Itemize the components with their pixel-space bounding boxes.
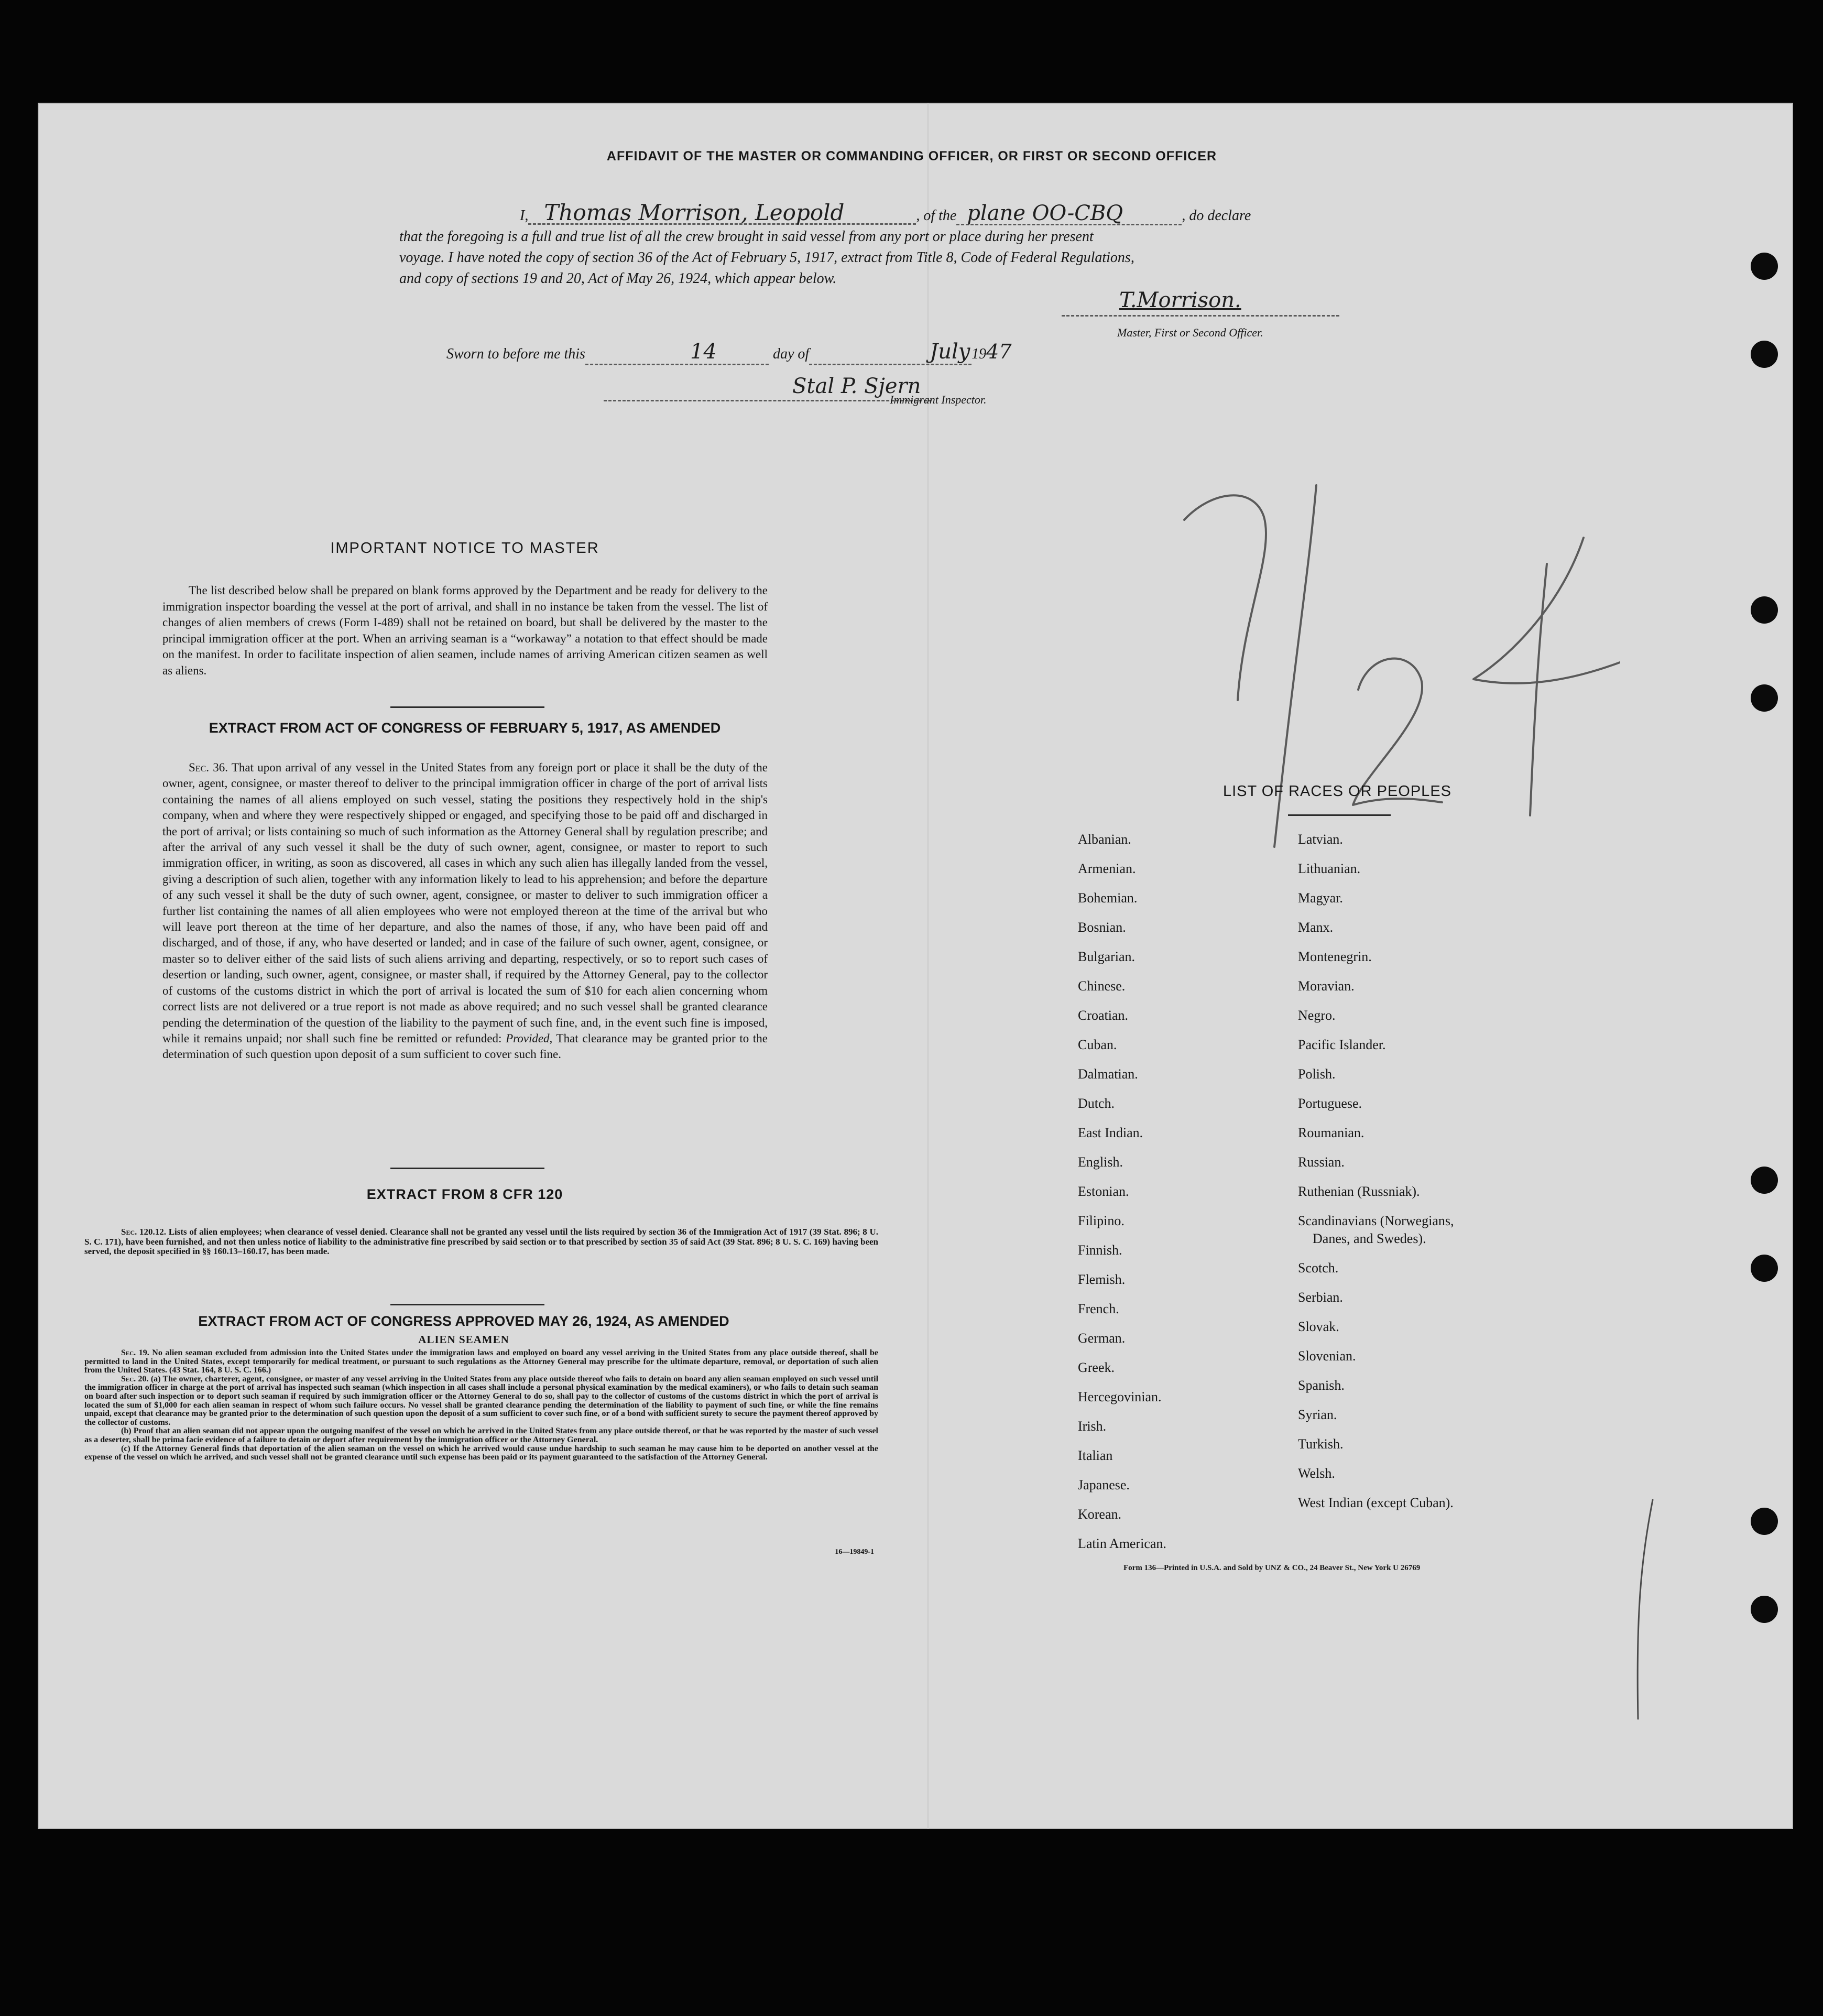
extract-1917-body bbox=[162, 760, 768, 1063]
race-item: Estonian. bbox=[1078, 1184, 1129, 1199]
sec-20a-text: (a) The owner, charterer, agent, consignee, or master of any vessel arriving in the United States from any place outside thereof who fails to detain on board any alien seaman employed on such vessel until the immigration officer in charge at the port of arrival has inspected such seaman (which inspection in all cases shall include a personal physical examination by the medical examiners), or who fails to detain such seaman on board after such inspection or to deport such seaman if required by such immigration officer or the Attorney General to do so, shall pay to the collector of customs of the customs district in which the port of arrival is located the sum of $1,000 for each alien seaman in respect of whom such failure occurs. No vessel shall be granted clearance pending the determination of the liability to payment of such fine, or while the fine remains unpaid, except that clearance may be granted prior to the determination of such question upon the deposit of a sum sufficient to cover such fine, or of a bond with sufficient surety to secure the payment thereof approved by the collector of customs. bbox=[84, 1374, 879, 1427]
races-heading: LIST OF RACES OR PEOPLES bbox=[1222, 783, 1452, 800]
race-item: Dutch. bbox=[1078, 1096, 1115, 1111]
race-item: Bohemian. bbox=[1078, 890, 1138, 906]
sec-20b-paragraph: (b) Proof that an alien seaman did not appear upon the outgoing manifest of the vessel on which he arrived in the United States from any place outside thereof, or that he was reported by the master of such vessel as a deserter, shall be prima facie evidence of a failure to detain or deport after requirement by the immigration officer or the Attorney General. bbox=[84, 1426, 878, 1444]
race-item: Latvian. bbox=[1298, 832, 1343, 847]
race-item: Portuguese. bbox=[1298, 1096, 1362, 1111]
alien-seamen-subheading: ALIEN SEAMEN bbox=[418, 1333, 509, 1346]
divider bbox=[390, 1168, 544, 1169]
sec-19-text: No alien seaman excluded from admission into the United States under the immigration laws and employed on board any vessel arriving in the United States from any place outside thereof, shall be permitted to land in the United States, except temporarily for medical treatment, or pursuant to such regulations as the Attorney General may prescribe for the ultimate departure, removal, or deportation of such alien from the United States. (43 Stat. 164, 8 U. S. C. 166.) bbox=[84, 1348, 879, 1375]
cfr-sec-label: Sec. 120.12. bbox=[121, 1227, 167, 1237]
cfr-heading: EXTRACT FROM 8 CFR 120 bbox=[366, 1186, 563, 1202]
race-item: Armenian. bbox=[1078, 861, 1136, 876]
race-item: West Indian (except Cuban). bbox=[1298, 1495, 1454, 1510]
pencil-mark-stroke bbox=[1625, 1497, 1657, 1722]
form-number: 16—19849-1 bbox=[835, 1548, 874, 1556]
race-item: French. bbox=[1078, 1301, 1119, 1316]
punch-hole bbox=[1751, 1508, 1778, 1535]
race-item: Turkish. bbox=[1298, 1436, 1344, 1452]
race-item: Slovak. bbox=[1298, 1319, 1339, 1334]
race-item: Serbian. bbox=[1298, 1290, 1343, 1305]
punch-hole bbox=[1751, 596, 1778, 624]
race-item: Lithuanian. bbox=[1298, 861, 1361, 876]
punch-hole bbox=[1751, 341, 1778, 368]
sec-19-label: Sec. 19. bbox=[121, 1348, 149, 1357]
races-left-column bbox=[1078, 825, 1166, 1559]
inspector-signature: Stal P. Sjern bbox=[604, 374, 932, 401]
punch-hole bbox=[1751, 1255, 1778, 1282]
race-item: Pacific Islander. bbox=[1298, 1037, 1386, 1052]
extract-1924-heading: EXTRACT FROM ACT OF CONGRESS APPROVED MAY 26, 1924, AS AMENDED bbox=[198, 1313, 729, 1329]
race-item: English. bbox=[1078, 1154, 1123, 1170]
cfr-text: Lists of alien employees; when clearance of vessel denied. Clearance shall not be granted any vessel until the lists required by section 36 of the Immigration Act of 1917 (39 Stat. 896; 8 U. S. C. 171), have been furnished, and not then unless notice of liability to the administrative fine prescribed by said section or to that prescribed by section 35 of said Act (39 Stat. 896; 8 U. S. C. 169) having been served, the deposit specified in §§ 160.13–160.17, has been made. bbox=[84, 1227, 878, 1256]
affidavit-i-label: I, bbox=[520, 208, 529, 224]
divider bbox=[1288, 814, 1391, 816]
handwritten-date bbox=[1180, 480, 1620, 857]
form-imprint: Form 136—Printed in U.S.A. and Sold by UNZ & CO., 24 Beaver St., New York U 26769 bbox=[1123, 1564, 1421, 1572]
sec-36-label: Sec. 36. bbox=[189, 761, 228, 774]
vessel-field: plane OO-CBQ bbox=[956, 203, 1182, 225]
race-item: East Indian. bbox=[1078, 1125, 1143, 1140]
race-item: Dalmatian. bbox=[1078, 1066, 1138, 1082]
race-item: Flemish. bbox=[1078, 1272, 1126, 1287]
sec-20c-paragraph: (c) If the Attorney General finds that deportation of the alien seaman on the vessel on which he arrived would cause undue hardship to such seaman he may cause him to be deported on another vessel at the expense of the vessel on which he arrived, and such vessel shall not be granted clearance until such expense has been paid or its payment guaranteed to the satisfaction of the Attorney General. bbox=[84, 1444, 878, 1462]
divider bbox=[390, 706, 544, 708]
race-item: Albanian. bbox=[1078, 832, 1131, 847]
race-item: Negro. bbox=[1298, 1008, 1336, 1023]
master-signature: T.Morrison. bbox=[1062, 288, 1339, 317]
race-item: Polish. bbox=[1298, 1066, 1336, 1082]
affidavit-title: AFFIDAVIT OF THE MASTER OR COMMANDING OFFICER, OR FIRST OR SECOND OFFICER bbox=[606, 149, 1217, 164]
inspector-caption: Immigrant Inspector. bbox=[890, 393, 987, 406]
punch-hole bbox=[1751, 684, 1778, 712]
affidavit-of-the: , of the bbox=[916, 208, 957, 224]
race-item: Welsh. bbox=[1298, 1466, 1335, 1481]
race-item: Latin American. bbox=[1078, 1536, 1166, 1551]
race-item: Manx. bbox=[1298, 920, 1334, 935]
punch-hole bbox=[1751, 253, 1778, 280]
race-item: Danes, and Swedes). bbox=[1313, 1231, 1426, 1246]
sworn-month-field: July bbox=[809, 340, 971, 365]
race-item: Spanish. bbox=[1298, 1378, 1345, 1393]
races-right-column bbox=[1298, 825, 1454, 1518]
race-item: Greek. bbox=[1078, 1360, 1115, 1375]
sworn-label: Sworn to before me this bbox=[446, 346, 585, 362]
handwritten-date-strokes bbox=[1180, 480, 1620, 857]
affidavit-line-1 bbox=[399, 202, 1421, 226]
year-prefix: 19 bbox=[971, 346, 987, 362]
race-item: Magyar. bbox=[1298, 890, 1343, 906]
race-item: Korean. bbox=[1078, 1507, 1122, 1522]
notice-body: The list described below shall be prepared on blank forms approved by the Department and be ready for delivery to the immigration inspector boarding the vessel at the port of arrival, and shall in no instance be taken from the vessel. The list of changes of alien members of crews (Form I-489) shall not be retained on board, but shall be delivered by the master to the principal immigration officer at the port. When an arriving seaman is a “workaway” a notation to that effect should be made on the manifest. In order to facilitate inspection of alien seamen, include names of arriving American citizen seamen as well as aliens. bbox=[162, 584, 768, 677]
sec-20a-paragraph bbox=[84, 1375, 878, 1427]
sworn-day-field: 14 bbox=[585, 340, 769, 365]
punch-hole bbox=[1751, 1596, 1778, 1623]
race-item: Slovenian. bbox=[1298, 1348, 1356, 1364]
race-item: Montenegrin. bbox=[1298, 949, 1372, 964]
sec-36-text: That upon arrival of any vessel in the United States from any foreign port or place it shall be the duty of the owner, agent, consignee, or master thereof to deliver to the principal immigration officer in charge of the port of arrival lists containing the names of all aliens employed on such vessel, stating the positions they respectively hold in the ship's company, when and where they were respectively shipped or engaged, and specifying those to be paid off and discharged in the port of arrival; or lists containing so much of such information as the Attorney General shall by regulation prescribe; and after the arrival of any such vessel it shall be the duty of such owner, agent, consignee, or master to report to such immigration officer, in writing, as soon as discovered, all cases in which any such alien has illegally landed from the vessel, giving a description of such alien, together with any information likely to lead to his apprehension; and before the departure of any such vessel it shall be the duty of such owner, agent, consignee, or master to deliver to such immigration officer a further list containing the names of all alien employees who were not employed thereon at the time of the arrival but who will leave port thereon at the time of her departure, and also the names of those, if any, who have been paid off and discharged, and of those, if any, who have deserted or landed; and in case of the failure of such owner, agent, consignee, or master so to deliver either of the said lists of such aliens arriving and departing, respectively, or so to report such cases of desertion or landing, such owner, agent, consignee, or master shall, if required by the Attorney General, pay to the collector of customs of the customs district in which the port of arrival is located the sum of $10 for each alien concerning whom correct lists are not delivered or a true report is not made as above required; and no such vessel shall be granted clearance pending the determination of the question of the liability to the payment of such fine, and, in the event such fine is imposed, while it remains unpaid; nor shall such fine be remitted or refunded: bbox=[162, 761, 768, 1045]
extract-1917-heading: EXTRACT FROM ACT OF CONGRESS OF FEBRUARY 5, 1917, AS AMENDED bbox=[209, 720, 721, 736]
race-item: Japanese. bbox=[1078, 1477, 1130, 1492]
affidavit-line-2: that the foregoing is a full and true list of all the crew brought in said vessel from any port or place during her present bbox=[399, 228, 1094, 245]
provided-term: Provided, bbox=[506, 1031, 553, 1045]
race-item: Chinese. bbox=[1078, 978, 1126, 994]
notice-heading: IMPORTANT NOTICE TO MASTER bbox=[330, 540, 599, 557]
sec-36-text-end: That clearance may be granted prior to the determination of such question upon deposit of a sum sufficient to cover such fine. bbox=[162, 1031, 768, 1061]
day-of-label: day of bbox=[772, 346, 810, 362]
master-name-field: Thomas Morrison, Leopold bbox=[528, 202, 916, 225]
extract-1924-body bbox=[84, 1349, 878, 1462]
race-item: Cuban. bbox=[1078, 1037, 1117, 1052]
pencil-mark bbox=[1625, 1497, 1657, 1725]
affidavit-do-declare: , do declare bbox=[1182, 208, 1251, 224]
race-item: Scandinavians (Norwegians, bbox=[1298, 1213, 1454, 1228]
year-field: 47 bbox=[986, 340, 1012, 363]
sworn-line bbox=[446, 340, 1012, 365]
race-item: Bosnian. bbox=[1078, 920, 1126, 935]
race-item: Syrian. bbox=[1298, 1407, 1337, 1422]
race-item: Irish. bbox=[1078, 1419, 1107, 1434]
divider bbox=[390, 1304, 544, 1305]
master-caption: Master, First or Second Officer. bbox=[1117, 326, 1263, 339]
punch-hole bbox=[1751, 1167, 1778, 1194]
race-item: Hercegovinian. bbox=[1078, 1389, 1162, 1404]
affidavit-line-3: voyage. I have noted the copy of section 36 of the Act of February 5, 1917, extract from Title 8, Code of Federal Regulations, bbox=[399, 249, 1134, 266]
race-item: German. bbox=[1078, 1331, 1126, 1346]
form-page bbox=[38, 103, 1793, 1829]
race-item: Ruthenian (Russniak). bbox=[1298, 1184, 1420, 1199]
race-item: Italian bbox=[1078, 1448, 1113, 1463]
race-item: Filipino. bbox=[1078, 1213, 1125, 1228]
cfr-body bbox=[84, 1227, 878, 1257]
race-item: Bulgarian. bbox=[1078, 949, 1136, 964]
race-item: Croatian. bbox=[1078, 1008, 1129, 1023]
race-item: Russian. bbox=[1298, 1154, 1345, 1170]
race-item: Finnish. bbox=[1078, 1243, 1122, 1258]
race-item: Scotch. bbox=[1298, 1260, 1339, 1276]
sec-19-paragraph bbox=[84, 1349, 878, 1375]
affidavit-line-4: and copy of sections 19 and 20, Act of May 26, 1924, which appear below. bbox=[399, 270, 837, 287]
race-item: Roumanian. bbox=[1298, 1125, 1364, 1140]
sec-20-label: Sec. 20. bbox=[121, 1374, 149, 1383]
race-item: Moravian. bbox=[1298, 978, 1355, 994]
affidavit-block bbox=[399, 202, 1421, 289]
